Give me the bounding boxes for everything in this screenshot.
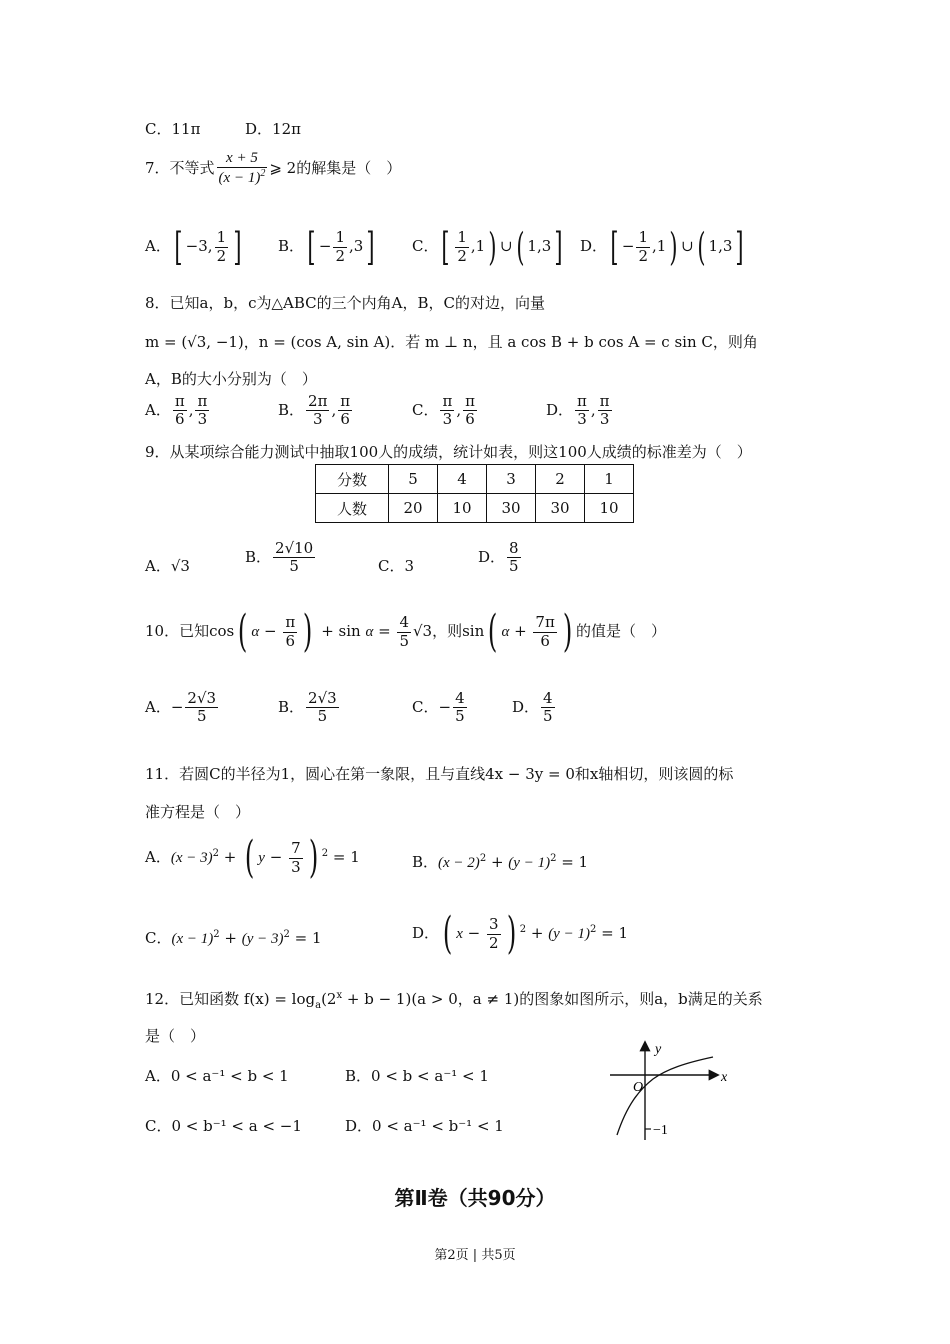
- q12-option-d: D．0 < a⁻¹ < b⁻¹ < 1: [345, 1117, 504, 1135]
- q9-option-d: D． $\frac{8}{5}$: [478, 539, 519, 576]
- q9-score-table: [315, 464, 634, 523]
- q8-option-c: C． $\frac{\pi}{3}$ , $\frac{\pi}{6}$: [412, 392, 475, 429]
- q7-stem: [145, 150, 401, 188]
- q11-line-2: 准方程是（ ）: [145, 803, 251, 821]
- q6-option-c: C．11π: [145, 120, 201, 138]
- q12-option-a: A．0 < a⁻¹ < b < 1: [145, 1067, 289, 1085]
- table-cell: 3: [487, 465, 536, 494]
- table-cell: 4: [438, 465, 487, 494]
- y-axis-label: y: [655, 1042, 662, 1057]
- q8-line-3: A，B的大小分别为（ ）: [145, 370, 317, 388]
- q12-option-b: B．0 < b < a⁻¹ < 1: [345, 1067, 489, 1085]
- q9-option-a: A．√3: [145, 557, 190, 575]
- table-cell: 30: [487, 494, 536, 523]
- q11-option-a: A．$(x - 3)^2$ + ( y − $\frac{7}{3}$ ) $^2$ = 1: [145, 832, 360, 883]
- q7-option-c: C．[ $\frac{1}{2}$ ,1) ∪( 1,3]: [412, 225, 563, 269]
- table-cell: 20: [389, 494, 438, 523]
- q10-option-d: D． $\frac{4}{5}$: [512, 689, 553, 726]
- q12-option-c: C．0 < b⁻¹ < a < −1: [145, 1117, 302, 1135]
- q11-option-b: B．$(x - 2)^2 + (y - 1)^2 = 1$: [412, 853, 589, 871]
- q7-stem-suffix: 的解集是（ ）: [296, 158, 402, 177]
- q9-stem: 9．从某项综合能力测试中抽取100人的成绩，统计如表，则这100人成绩的标准差为（ ）: [145, 443, 752, 461]
- table-row: [316, 494, 634, 523]
- q9-option-b: B． $\frac{2√10}{5}$: [245, 539, 314, 576]
- q8-option-b: B． $\frac{2\pi}{3}$ , $\frac{\pi}{6}$: [278, 392, 351, 429]
- q10-stem: 10．已知cos( α − $\frac{\pi}{6}$ ) + sin α = $\frac{4}{5}$ √3，则sin( α + $\frac{7\pi}{6}$ ) 的值是（ ）: [145, 606, 667, 657]
- q11-option-c: C．$(x - 1)^2 + (y - 3)^2 = 1$: [145, 929, 322, 947]
- q8-option-a: A． $\frac{\pi}{6}$ , $\frac{\pi}{3}$: [145, 392, 208, 429]
- table-cell: 10: [585, 494, 634, 523]
- q8-line-1: 8．已知a，b，c为△ABC的三个内角A，B，C的对边，向量: [145, 294, 545, 312]
- origin-label: O: [633, 1080, 644, 1095]
- q12-line-2: 是（ ）: [145, 1027, 206, 1045]
- tick-label: −1: [653, 1123, 668, 1138]
- table-cell: 30: [536, 494, 585, 523]
- q7-fraction: [217, 150, 268, 188]
- q8-option-d: D． $\frac{\pi}{3}$ , $\frac{\pi}{3}$: [546, 392, 610, 429]
- q7-option-b: B．[ − $\frac{1}{2}$ ,3]: [278, 225, 375, 269]
- q7-denominator: $(x - 1)^2$: [218, 168, 266, 187]
- q7-option-d: D．[ − $\frac{1}{2}$ ,1) ∪( 1,3]: [580, 225, 744, 269]
- page-footer: 第2页 | 共5页: [434, 1248, 516, 1263]
- q6-option-d: D．12π: [245, 120, 301, 138]
- q11-option-d: D．( x − $\frac{3}{2}$ ) $^2 + (y - 1)^2 = 1$: [412, 908, 628, 959]
- table-row: [316, 465, 634, 494]
- q7-option-a: A．[ −3, $\frac{1}{2}$ ]: [145, 225, 242, 269]
- q11-line-1: 11．若圆C的半径为1，圆心在第一象限，且与直线4x − 3y = 0和x轴相切，则该圆的标: [145, 765, 734, 783]
- q12-line-1: 12．已知函数 $f(x) = \log_a(2^x + b - 1)(a > 0$，a ≠ 1)的图象如图所示，则a，b满足的关系: [145, 990, 763, 1011]
- table-header-cell: 分数: [316, 465, 389, 494]
- q9-option-c: C．3: [378, 557, 415, 575]
- section-title: 第Ⅱ卷（共90分）: [394, 1186, 556, 1210]
- q7-stem-prefix: 7．不等式: [145, 158, 215, 177]
- q12-function-graph: [605, 1035, 745, 1145]
- q7-numerator: x + 5: [217, 150, 268, 168]
- q10-option-b: B． $\frac{2√3}{5}$: [278, 689, 337, 726]
- q10-option-c: C．− $\frac{4}{5}$: [412, 689, 465, 726]
- table-cell: 10: [438, 494, 487, 523]
- x-axis-label: x: [721, 1070, 728, 1085]
- q7-relation: ⩾ 2: [269, 158, 297, 177]
- q8-line-2: m = (√3, −1)，n = (cos A, sin A)．若 m ⊥ n，且 a cos B + b cos A = c sin C，则角: [145, 333, 758, 351]
- table-cell: 2: [536, 465, 585, 494]
- table-cell: 5: [389, 465, 438, 494]
- q10-option-a: A．− $\frac{2√3}{5}$: [145, 689, 217, 726]
- table-header-cell: 人数: [316, 494, 389, 523]
- table-cell: 1: [585, 465, 634, 494]
